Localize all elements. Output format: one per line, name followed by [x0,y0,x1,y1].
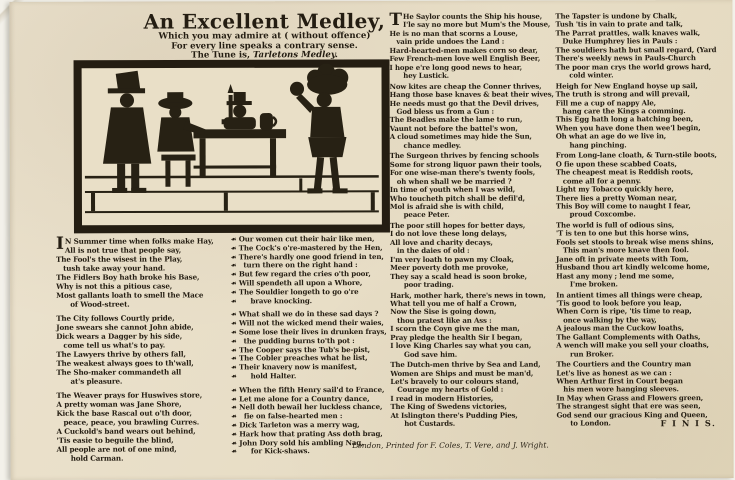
fleuron-ornament-icon: ❧ [230,235,237,244]
woodcut-illustration [73,57,391,236]
stanza [556,221,728,289]
verse-line: in the daies of old : [390,245,470,256]
verse-line: For one wise-man there's twenty fools, [389,167,535,178]
stanza [231,310,391,381]
verse-line: proud Coxcombe. [555,209,636,219]
verse-line: I do not love these long delays, [389,228,507,239]
stanza [390,82,556,150]
verse-line: What tell you me of half a Crown, [390,298,517,308]
verse-line: ❧ The Souldier longeth to go o're [231,286,359,297]
tune-name: Tarletons Medley. [252,50,338,61]
fleuron-ornament-icon: ❧ [231,296,237,305]
verse-line: chance medley. [389,140,462,150]
verse-line: I'le say no more but Mum's the Mouse, [402,19,551,30]
verse-line: The poor still hopes for better days, [389,220,526,230]
verse-line: Husband thou art kindly welcome home, [556,262,710,272]
verse-line: 'T is ten to one but this horse wins, [555,228,689,238]
verse-line: oh when shall we be married ? [389,176,512,186]
verse-line: I'm very loath to pawn my Cloak, [390,254,514,264]
drop-cap: T [389,9,402,30]
verse-line: Hark, mother hark, there's news in town, [390,290,546,300]
verse-line: There lies a pretty Woman near, [555,192,677,203]
verse-line: When Arthur first in Court began [556,376,683,386]
fleuron-ornament-icon: ❧ [231,430,237,439]
stanza [56,313,230,385]
verse-line: A jealous man the Cuckow loaths, [556,323,684,333]
verse-line: Why is not this a pitious case, [56,281,173,291]
verse-line: Fools set stools to break wise mens shins, [555,236,714,247]
verse-line: Courage my hearts of Gold : [390,385,504,395]
verse-line: hold Carman. [56,453,124,463]
verse-line: Vaunt not before the battel's won, [389,123,518,133]
verse-line: ❧ But few regard the cries o'th poor, [231,269,371,279]
verse-line: The Gallant Complements with Oaths, [556,331,701,342]
fleuron-ornament-icon: ❧ [231,345,237,354]
stanza [55,233,230,309]
subtitle-line-1: Which you may admire at ( without offence) [158,31,371,42]
verse-line: The Dutch-men thrive by Sea and Land, [390,359,541,370]
finis-label: F I N I S. [660,418,717,429]
verse-line: hey Lustick. [389,70,449,81]
verse-line: ❧ John Dory sold his ambling Nag, [231,437,364,447]
verse-line: thou pratest like an Ass : [390,315,492,325]
fleuron-ornament-icon: ❧ [231,310,237,319]
verse-line: at's pleasure. [56,376,123,386]
verse-line: A cloud sometimes may hide the Sun, [389,131,532,142]
verse-line: In May when Grass and Flowers green, [556,393,704,403]
verse-line: cold winter. [555,70,614,80]
verse-line: tush take away your hand. [56,263,166,273]
verse-column-4 [555,12,728,430]
stanza [231,235,391,306]
verse-line: hang pinching. [555,140,627,150]
verse-line: ❧ Let me alone for a Country dance, [231,393,370,403]
stanza [556,291,728,359]
paper [9,0,733,480]
verse-line: When you have done then wee'l begin, [555,123,701,133]
verse-line: come all for a penny. [555,175,642,186]
fleuron-ornament-icon: ❧ [231,319,237,328]
verse-line: run Broker. [556,349,614,359]
verse-line: This Egg hath long a hatching been, [555,114,694,124]
verse-line: Now kites are cheap the Conner thrives, [389,81,542,91]
verse-line: Who toucheth pitch shall be defil'd, [389,193,525,203]
tune-prefix: The Tune is, [191,50,250,61]
verse-line: ❧ hold Halter. [231,371,297,381]
verse-line: The Lawyers thrive by others fall, [56,349,186,359]
verse-line: 'Tis easie to beguile the blind, [56,435,174,445]
verse-line: The truth is strong and will prevail, [555,89,690,99]
verse-line: The world is full of odious sins, [555,220,675,230]
verse-line: The Fool's the wisest in the Play, [56,254,183,264]
verse-line: poor trading. [390,279,454,289]
verse-line: Meer poverty doth me provoke, [390,262,509,273]
verse-line: his men wore hanging sleeves. [556,384,679,395]
stanza [390,361,556,429]
verse-line: Hast any mony ; lend me some, [556,270,675,281]
verse-line: I scorn the Coyn give me the man, [390,323,520,334]
verse-line: The Surgeon thrives by fencing schools [389,150,539,161]
verse-line: Kick the base Rascal out o'th door, [56,408,192,418]
verse-line: Duke Humphrey lies in Pauls : [555,36,678,46]
verse-line: From Long-lane cloath, & Turn-stile boots, [555,150,717,160]
verse-line: All is not true that people say, [64,245,182,255]
verse-line: Pray pledge the health Sir I began, [390,332,523,342]
verse-line: ❧ Some lose their lives in drunken frays, [231,326,387,337]
verse-line: Mol is afraid she is with child, [389,201,504,211]
verse-line: Light my Tobacco quickly here, [555,184,674,194]
verse-line: O fie upon these scabbed Coats, [555,158,677,169]
verse-line: Let's live as honest as we can : [556,367,672,378]
fleuron-ornament-icon: ❧ [231,354,237,363]
verse-line: The King of Swedens victories, [390,402,507,412]
verse-line: God save him. [390,349,458,359]
verse-line: ❧ There's hardly one good friend in ten, [231,251,384,261]
verse-line: In time of youth when I was wild, [389,184,516,195]
fleuron-ornament-icon: ❧ [231,288,237,297]
verse-line: ❧ Will not the wicked mend their waies, [231,318,384,328]
fleuron-ornament-icon: ❧ [231,386,237,395]
verse-line: A wench will make you sell your cloaths, [556,340,709,350]
fleuron-ornament-icon: ❧ [231,394,237,403]
verse-line: Heigh for New England hoyse up sail, [555,80,698,91]
verse-line: Women are Ships and must be man'd, [390,368,534,378]
verse-column-1 [55,233,231,467]
drop-cap: I [55,233,64,254]
stanza [556,82,728,150]
verse-line: I read in modern Histories, [390,393,494,403]
verse-line: The cheapest meat is Reddish roots, [555,167,694,177]
verse-line: ❧ Nell doth bewail her luckless chance, [231,402,383,412]
verse-line: I hope e're long good news to hear, [389,62,523,72]
verse-line: I N Summer time when folks make Hay, [55,233,214,254]
verse-line: When Corn is ripe, 'tis time to reap, [556,306,692,316]
verse-line: There's weekly news in Pauls-Church [555,53,696,63]
fleuron-ornament-icon: ❧ [231,372,237,381]
verse-line: ❧ the pudding burns to'th pot : [231,335,355,346]
verse-line: The souldiers hath but small regard, (Yard [555,44,717,55]
verse-line: ❧ When the fifth Henry sail'd to France, [231,384,385,395]
stanza [555,12,727,80]
verse-line: A pretty woman was Jane Shore, [56,399,182,409]
verse-line: ❧ brave knocking. [231,295,312,305]
verse-line: I'me broken. [556,279,618,289]
verse-line: He is no man that scorns a Louse, [389,28,518,38]
verse-line: of Wood-street. [56,299,130,309]
verse-line: ❧ Our women cut their hair like men, [230,233,375,244]
verse-line: They say a scald head is soon broke, [390,271,527,281]
verse-line: The weakest always goes to th'wall, [56,358,194,368]
stanza [390,221,556,289]
fleuron-ornament-icon: ❧ [231,244,237,253]
verse-line: T He Saylor counts the Ship his house, [389,9,543,30]
verse-line: ❧ The Cooper says the Tub's be-pist, [231,344,370,354]
verse-line: This man's more knave then fool. [556,245,689,255]
stanza [389,9,555,81]
verse-line: once walking by the way, [556,315,657,325]
verse-line: hot Custards. [390,419,456,429]
verse-column-3 [389,9,556,431]
fleuron-ornament-icon: ❧ [231,403,237,412]
verse-line: ❧ The Cock's o're-mastered by the Hen, [231,242,383,253]
verse-line: Hard-hearted-men makes corn so dear, [389,45,538,55]
verse-line: The Beadles make the lame to run, [389,115,523,125]
verse-line: hang care the Kings a comming. [555,106,686,116]
fleuron-ornament-icon: ❧ [231,279,237,288]
fleuron-ornament-icon: ❧ [231,270,237,279]
verse-line: Jone swears she cannot John abide, [56,322,194,332]
verse-line: ❧ fie on false-hearted men : [231,411,343,421]
verse-line: The Fidlers Boy hath broke his Base, [56,272,200,282]
verse-line: All love and charity decays, [389,237,493,247]
verse-line: Few French-men love well English Beer, [389,53,541,64]
verse-line: ❧ The Cobler preaches what he list, [231,353,368,363]
verse-line: All people are not of one mind, [56,444,177,454]
verse-line: Now the Sise is going down, [390,307,497,317]
verse-line: Jane oft in private meets with Tom, [556,253,689,264]
verse-column-2 [231,235,392,462]
verse-line: The Tapster is undone by Chalk, [555,11,677,21]
verse-line: ❧ Their knavery now is manifest, [231,362,357,372]
fleuron-ornament-icon: ❧ [231,337,237,346]
verse-line: Tush 'tis in vain to prate and talk, [555,19,683,29]
verse-line: Some for strong liquor pawn their tools, [389,159,542,169]
stanza [56,390,230,462]
verse-line: This Boy will come to naught I fear, [555,201,691,211]
stanza [556,151,728,219]
stanza [390,152,556,220]
verse-line: Dick wears a Dagger by his side, [56,331,183,341]
verse-line: The Courtiers and the Country man [556,359,692,369]
verse-line: In antient times all things were cheap, [556,289,703,300]
verse-line: Oh what an age do we live in, [555,131,667,141]
verse-line: The Parrat prattles, walk knaves walk, [555,28,701,38]
fleuron-ornament-icon: ❧ [231,438,237,447]
verse-line: 'Tis good to look before you leap, [556,298,682,308]
verse-line: peace Peter. [389,210,450,220]
verse-line: ❧ for Kick-shaws. [231,446,310,456]
imprint-line: London, Printed for F. Coles, T. Vere, and J. Wright. [352,440,549,451]
verse-line: Let's bravely to our colours stand, [390,376,519,386]
fleuron-ornament-icon: ❧ [231,447,237,456]
page-title: An Excellent Medley, [143,8,386,34]
verse-line: He needs must go that the Devil drives, [389,98,539,108]
verse-line: peace, peace, you brawling Curres. [56,417,200,427]
verse-line: At Islington there's Pudding Pies, [390,410,518,420]
fleuron-ornament-icon: ❧ [231,252,237,261]
verse-line: The Sho-maker commandeth all [56,367,182,377]
verse-line: ❧ What shall we do in these sad days ? [231,309,379,319]
verse-line: Most gallants loath to smell the Mace [56,290,204,300]
fleuron-ornament-icon: ❧ [231,363,237,372]
verse-line: ❧ turn there on the right hand : [231,260,358,270]
fleuron-ornament-icon: ❧ [231,421,237,430]
verse-line: I love King Charles say what you can, [390,340,532,351]
verse-line: The Weaver prays for Huswives store, [56,390,203,400]
verse-line: to London. [556,418,611,428]
verse-line: ❧ Hark how that prating Ass doth brag, [231,428,383,439]
verse-line: God bless us from a Gun : [389,106,494,116]
verse-line: vain pride undoes the Land : [389,37,505,47]
verse-line: ❧ Dick Tarleton was a merry wag, [231,419,360,430]
verse-line: come tell us what's to pay. [56,340,166,350]
verse-line: The City follows Courtly pride, [56,313,175,323]
subtitle-line-2: For every line speaks a contrary sense. [171,40,358,52]
verse-line: The strangest sight that ere was seen, [556,401,701,411]
stanza [390,291,556,359]
verse-line: Fill me a cup of nappy Ale, [555,97,656,108]
fleuron-ornament-icon: ❧ [231,412,237,421]
verse-line: ❧ Will spendeth all upon a Whore, [231,278,363,288]
verse-line: God send our gracious King and Queen, [556,409,708,420]
verse-line: Hang those base knaves & beat their wives, [389,89,554,100]
fleuron-ornament-icon: ❧ [231,328,237,337]
verse-line: A Cuckold's band wears out behind, [56,426,196,436]
verse-line: The poor man crys the world grows hard, [555,61,712,72]
fleuron-ornament-icon: ❧ [231,261,237,270]
